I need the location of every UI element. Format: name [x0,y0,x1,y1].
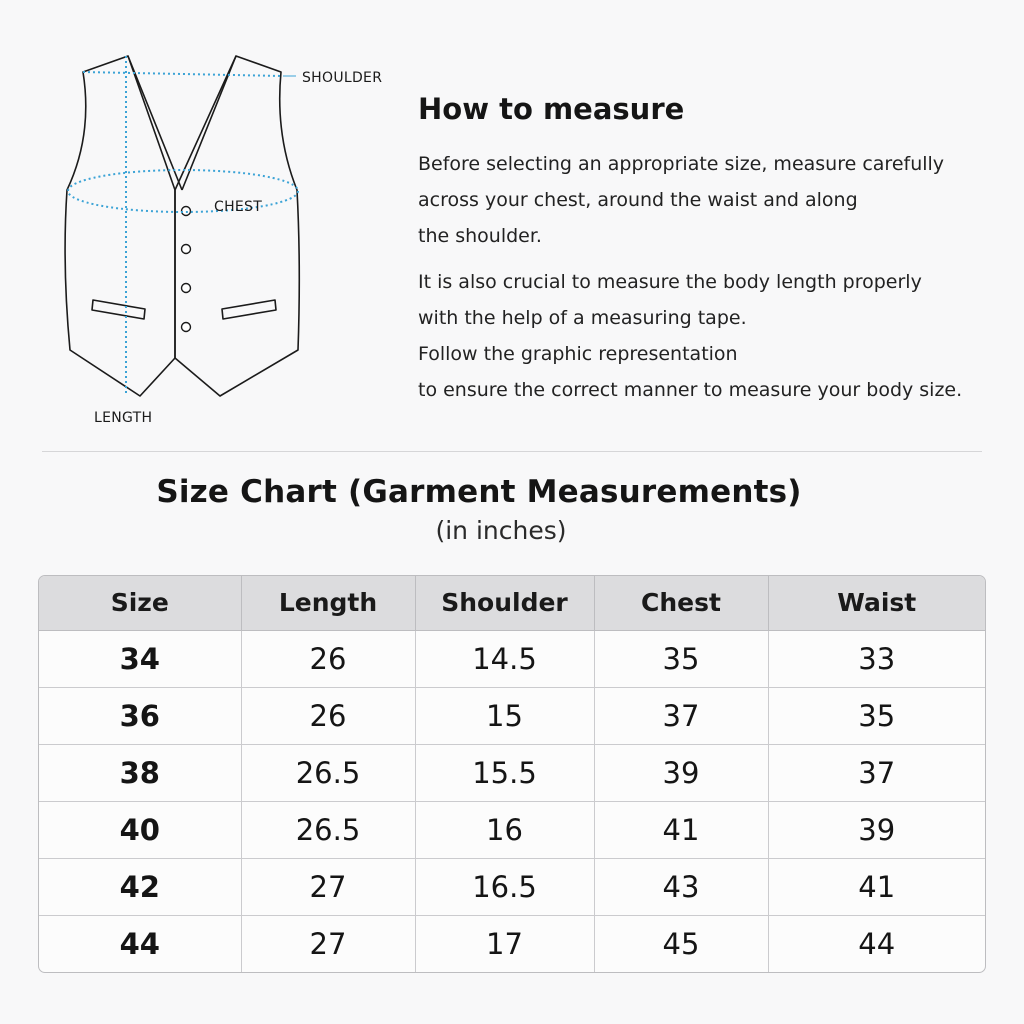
waist-cell: 39 [768,801,985,858]
how-to-measure-title: How to measure [418,92,685,126]
column-header-chest: Chest [594,576,768,630]
paragraph-line: across your chest, around the waist and along [418,189,858,211]
waist-cell: 44 [858,927,896,962]
table-row [39,630,985,687]
paragraph-line: with the help of a measuring tape. [418,307,747,329]
chest-cell: 37 [594,687,768,744]
shoulder-cell: 16 [415,801,594,858]
how-to-measure-paragraph-1 [418,146,998,254]
size-cell: 36 [39,687,241,744]
section-divider [42,451,982,452]
waist-cell: 37 [768,744,985,801]
table-header-row [39,576,985,630]
waist-cell: 41 [768,859,985,916]
paragraph-line: Follow the graphic representation [418,343,738,365]
vest-button [182,284,191,293]
length-cell: 27 [241,859,415,916]
table-row [39,744,985,801]
chest-cell: 41 [594,801,768,858]
size-chart-title: Size Chart (Garment Measurements) [156,474,802,510]
column-header-shoulder: Shoulder [415,576,594,630]
chest-cell: 35 [594,630,768,687]
paragraph-line: Before selecting an appropriate size, measure carefully [418,153,945,175]
vest-right-panel [175,56,299,396]
column-header-length: Length [241,576,415,630]
length-cell: 26.5 [241,744,415,801]
paragraph-line: to ensure the correct manner to measure your body size. [418,379,963,401]
table-row [39,801,985,858]
shoulder-cell: 16.5 [415,859,594,916]
size-chart-table [38,575,986,973]
waist-cell: 35 [768,687,985,744]
vest-button [182,245,191,254]
column-header-waist: Waist [768,576,985,630]
paragraph-line: It is also crucial to measure the body length properly [418,271,922,293]
vest-button [182,323,191,332]
how-to-measure-paragraph-2 [418,264,998,408]
length-cell: 26.5 [241,801,415,858]
waist-cell: 33 [768,630,985,687]
shoulder-label: SHOULDER [302,70,383,86]
chest-cell: 39 [594,744,768,801]
vest-diagram [0,0,420,440]
shoulder-cell: 15 [415,687,594,744]
table-row [39,916,985,972]
length-cell: 26 [241,687,415,744]
size-cell: 34 [39,630,241,687]
vest-left-panel [65,56,175,396]
chest-label: CHEST [214,199,263,215]
shoulder-cell: 14.5 [415,630,594,687]
paragraph-line: the shoulder. [418,225,542,247]
size-cell: 38 [39,744,241,801]
length-cell: 26 [241,630,415,687]
length-cell: 27 [241,916,415,972]
size-cell: 42 [39,859,241,916]
size-cell: 44 [39,916,241,972]
size-cell: 40 [39,801,241,858]
shoulder-cell: 15.5 [415,744,594,801]
table-row [39,859,985,916]
column-header-size: Size [39,576,241,630]
chest-measure-ellipse [68,170,298,212]
shoulder-measure-line [83,72,282,76]
chest-cell: 43 [594,859,768,916]
size-chart-subtitle: (in inches) [435,516,567,545]
right-pocket [222,300,276,319]
chest-cell: 45 [594,916,768,972]
table-row [39,687,985,744]
shoulder-cell: 17 [415,916,594,972]
length-label: LENGTH [94,410,153,426]
left-pocket [92,300,145,319]
